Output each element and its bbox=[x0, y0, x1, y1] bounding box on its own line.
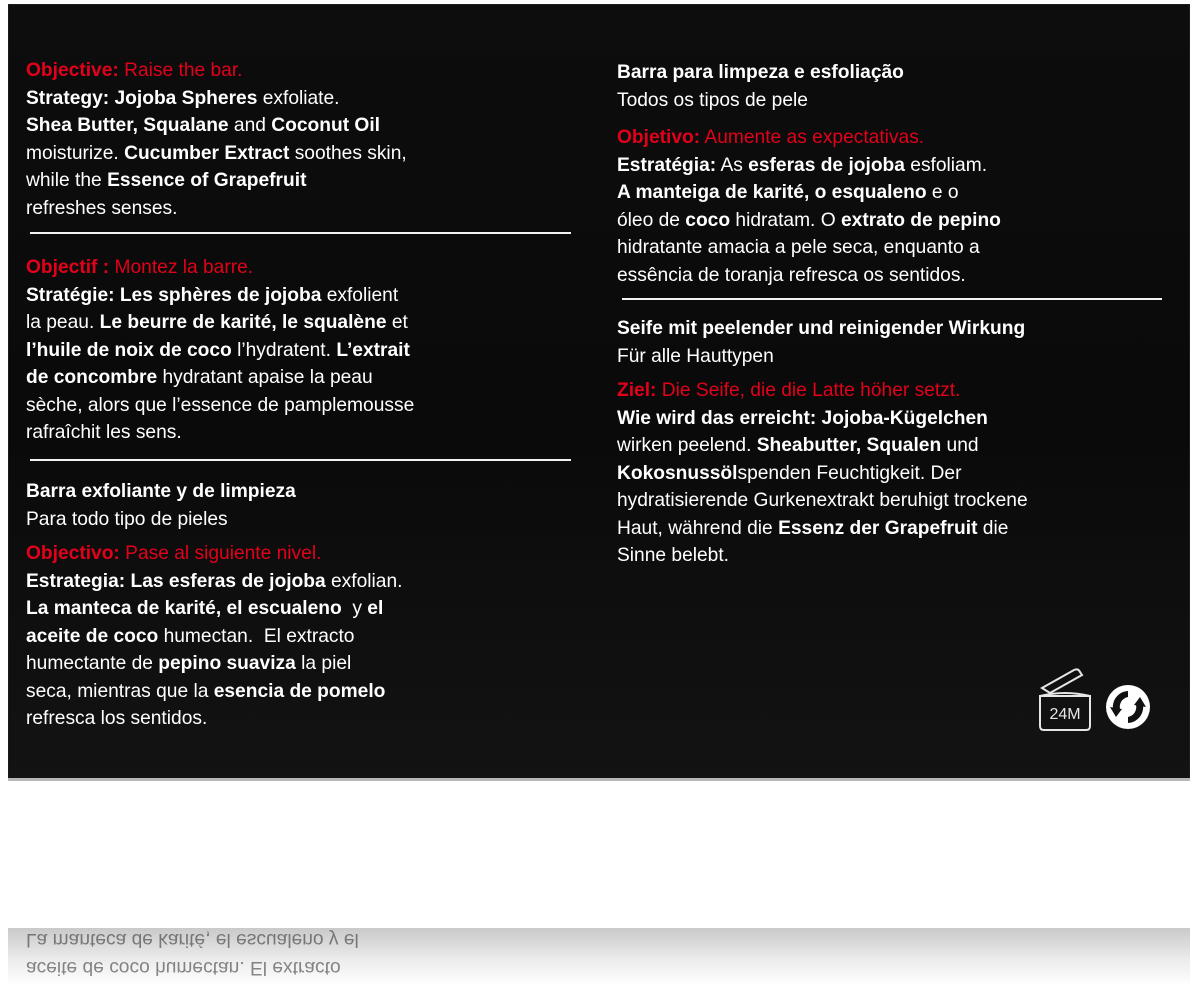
bold-text: esencia de pomelo bbox=[213, 680, 386, 702]
portuguese-block bbox=[617, 59, 1162, 289]
bold-text: l’huile de noix de coco bbox=[26, 339, 232, 361]
bold-text: Sheabutter, Squalen bbox=[756, 435, 942, 456]
text: essência de toranja refresca os sentidos. bbox=[617, 264, 966, 286]
portuguese-line-1 bbox=[617, 152, 1162, 180]
green-dot-recycle-icon bbox=[1104, 683, 1152, 731]
spanish-line-5 bbox=[26, 678, 571, 706]
german-line-4 bbox=[617, 487, 1162, 515]
text: As bbox=[716, 154, 749, 176]
spanish-line-2 bbox=[26, 595, 571, 623]
text: Sinne belebt. bbox=[617, 545, 730, 566]
text: óleo de bbox=[617, 209, 686, 231]
text: refreshes senses. bbox=[26, 197, 178, 219]
bold-text: Estratégia: bbox=[617, 154, 717, 176]
spanish-heading: Barra exfoliante y de limpieza bbox=[26, 481, 296, 502]
text: seca, mientras que la bbox=[26, 680, 214, 702]
german-line-6 bbox=[617, 542, 1162, 570]
portuguese-line-3 bbox=[617, 207, 1162, 235]
open-jar-icon bbox=[1036, 666, 1094, 732]
text: y bbox=[341, 598, 368, 619]
bold-text: Le beurre de karité, le squalène bbox=[99, 312, 387, 333]
french-line-5 bbox=[26, 392, 571, 420]
bold-text: La manteca de karité, el escualeno bbox=[26, 598, 342, 619]
text: and bbox=[228, 115, 272, 136]
text: soothes skin, bbox=[289, 142, 407, 164]
text: hydratisierende Gurkenextrakt beruhigt trockene bbox=[617, 490, 1028, 511]
french-line-6 bbox=[26, 419, 571, 447]
text: spenden Feuchtigkeit. Der bbox=[737, 462, 962, 484]
portuguese-objective bbox=[617, 124, 1162, 152]
divider-2 bbox=[30, 459, 571, 461]
bold-text: Kokosnussöl bbox=[617, 462, 738, 484]
reflected-line-2: La manteca de karité, el escualeno y el bbox=[26, 929, 359, 951]
text: et bbox=[386, 312, 408, 333]
objective-label: Objective: bbox=[26, 60, 119, 81]
english-line-2 bbox=[26, 112, 571, 140]
text: wirken peelend. bbox=[617, 435, 757, 456]
objective-text: Montez la barre. bbox=[109, 257, 254, 278]
spanish-line-4 bbox=[26, 650, 571, 678]
english-line-4 bbox=[26, 167, 571, 195]
recycle-icon-graphic bbox=[1104, 683, 1152, 731]
german-block bbox=[617, 315, 1162, 570]
portuguese-line-5 bbox=[617, 262, 1162, 290]
text: la peau. bbox=[26, 312, 100, 333]
english-line-5 bbox=[26, 195, 571, 223]
french-line-4 bbox=[26, 364, 571, 392]
objective-label: Objectif : bbox=[26, 257, 110, 278]
bold-text: coco bbox=[685, 209, 731, 231]
french-line-2 bbox=[26, 309, 571, 337]
text: hidratam. O bbox=[730, 209, 841, 231]
french-block bbox=[26, 254, 571, 447]
bold-text: L’extrait bbox=[336, 339, 410, 361]
objective-text: Pase al siguiente nivel. bbox=[119, 543, 322, 564]
objective-text: Aumente as expectativas. bbox=[700, 127, 925, 148]
objective-label: Objectivo: bbox=[26, 543, 120, 564]
bold-text: Stratégie: Les sphères de jojoba bbox=[26, 284, 322, 306]
bold-text: el bbox=[367, 598, 384, 619]
french-line-3 bbox=[26, 337, 571, 365]
bold-text: Strategy: Jojoba Spheres bbox=[26, 87, 258, 109]
box-reflection bbox=[8, 928, 1190, 986]
box-bottom-edge bbox=[8, 778, 1190, 781]
english-objective bbox=[26, 57, 571, 85]
text: exfoliate. bbox=[257, 87, 340, 109]
bold-text: extrato de pepino bbox=[840, 209, 1001, 231]
french-objective bbox=[26, 254, 571, 282]
objective-text: Die Seife, die die Latte höher setzt. bbox=[656, 380, 961, 401]
text: humectan. El extracto bbox=[158, 625, 355, 647]
bold-text: A manteiga de karité, o esqualeno bbox=[617, 182, 927, 203]
objective-label: Ziel: bbox=[617, 380, 657, 401]
english-block bbox=[26, 57, 571, 222]
spanish-subheading: Para todo tipo de pieles bbox=[26, 508, 228, 530]
bold-text: Essence of Grapefruit bbox=[107, 170, 307, 191]
text: refresca los sentidos. bbox=[26, 708, 208, 729]
objective-label: Objetivo: bbox=[617, 127, 701, 148]
german-line-5 bbox=[617, 515, 1162, 543]
bold-text: Cucumber Extract bbox=[124, 142, 290, 164]
spanish-block bbox=[26, 478, 571, 733]
english-line-1 bbox=[26, 85, 571, 113]
bold-text: Wie wird das erreicht: Jojoba-Kügelchen bbox=[617, 407, 988, 429]
bold-text: de concombre bbox=[26, 367, 158, 388]
bold-text: Essenz der Grapefruit bbox=[778, 517, 978, 539]
text: while the bbox=[26, 170, 108, 191]
german-subheading: Für alle Hauttypen bbox=[617, 345, 774, 367]
text: moisturize. bbox=[26, 142, 125, 164]
bold-text: aceite de coco bbox=[26, 625, 159, 647]
german-line-2 bbox=[617, 432, 1162, 460]
pao-label: 24M bbox=[1049, 706, 1081, 723]
bold-text: Estrategia: Las esferas de jojoba bbox=[26, 570, 326, 592]
german-line-1 bbox=[617, 405, 1162, 433]
bold-text: Coconut Oil bbox=[271, 115, 380, 136]
divider-3 bbox=[622, 298, 1162, 300]
text: hydratant apaise la peau bbox=[157, 367, 373, 388]
german-line-3 bbox=[617, 460, 1162, 488]
spanish-line-3 bbox=[26, 623, 571, 651]
portuguese-subheading: Todos os tipos de pele bbox=[617, 89, 808, 111]
german-heading: Seife mit peelender und reinigender Wirkung bbox=[617, 318, 1026, 339]
text: sèche, alors que l’essence de pamplemousse bbox=[26, 394, 415, 416]
text: exfolient bbox=[321, 284, 399, 306]
spanish-line-1 bbox=[26, 568, 571, 596]
objective-text: Raise the bar. bbox=[118, 60, 243, 81]
spanish-objective bbox=[26, 540, 571, 568]
text: und bbox=[941, 435, 979, 456]
english-line-3 bbox=[26, 140, 571, 168]
divider-1 bbox=[30, 232, 571, 234]
portuguese-line-2 bbox=[617, 179, 1162, 207]
text: hidratante amacia a pele seca, enquanto a bbox=[617, 237, 980, 258]
french-line-1 bbox=[26, 282, 571, 310]
text: Haut, während die bbox=[617, 517, 779, 539]
bold-text: esferas de jojoba bbox=[748, 154, 905, 176]
text: exfolian. bbox=[325, 570, 403, 592]
german-objective bbox=[617, 377, 1162, 405]
text: la piel bbox=[295, 653, 352, 674]
packaging-symbols bbox=[1036, 666, 1156, 736]
text: rafraîchit les sens. bbox=[26, 422, 182, 443]
portuguese-heading: Barra para limpeza e esfoliação bbox=[617, 62, 904, 83]
jar-lid bbox=[1042, 669, 1082, 693]
text: die bbox=[977, 517, 1009, 539]
text: esfoliam. bbox=[904, 154, 988, 176]
bold-text: Shea Butter, Squalane bbox=[26, 115, 229, 136]
text: l’hydratent. bbox=[231, 339, 337, 361]
spanish-line-6 bbox=[26, 705, 571, 733]
reflected-line-1: aceite de coco humectan. El extracto bbox=[26, 957, 341, 978]
reflected-text bbox=[26, 928, 571, 981]
text: humectante de bbox=[26, 653, 159, 674]
text: e o bbox=[926, 182, 959, 203]
portuguese-line-4 bbox=[617, 234, 1162, 262]
bold-text: pepino suaviza bbox=[158, 653, 296, 674]
